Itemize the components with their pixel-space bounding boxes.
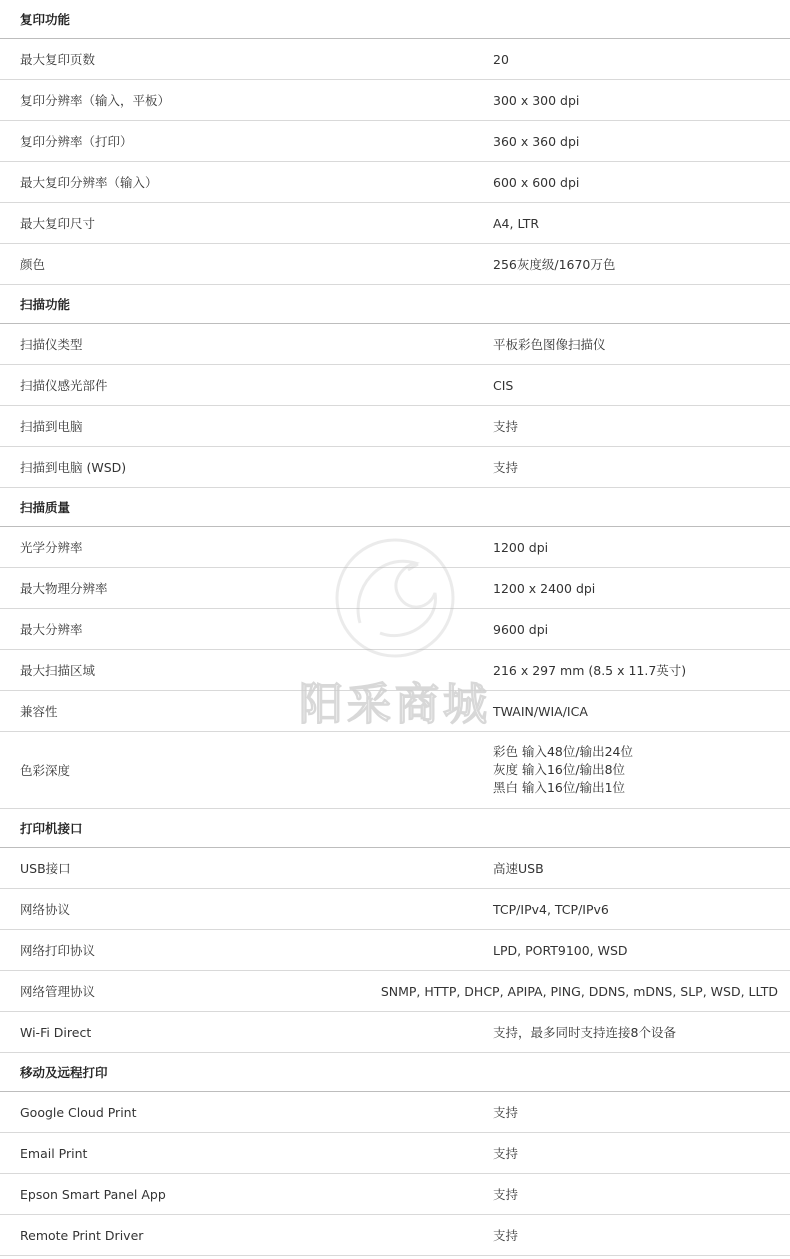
spec-value: 支持: [493, 419, 519, 434]
section-header: [0, 285, 790, 324]
spec-row: [0, 1092, 790, 1133]
spec-label: 颜色: [20, 257, 46, 272]
spec-row: [0, 732, 790, 809]
spec-value: 9600 dpi: [493, 621, 549, 637]
spec-row: [0, 244, 790, 285]
spec-label: 网络协议: [20, 902, 71, 917]
section-header: [0, 0, 790, 39]
spec-row: [0, 568, 790, 609]
spec-row: [0, 1174, 790, 1215]
spec-label: Email Print: [20, 1145, 88, 1161]
spec-label: 扫描到电脑 (WSD): [20, 460, 127, 475]
spec-row: [0, 848, 790, 889]
spec-value: TWAIN/WIA/ICA: [493, 703, 588, 719]
spec-value: 支持: [493, 1187, 519, 1202]
spec-label: 扫描仪类型: [20, 337, 83, 352]
spec-value: 256灰度级/1670万色: [493, 257, 616, 272]
spec-value: 1200 x 2400 dpi: [493, 580, 596, 596]
spec-label: 兼容性: [20, 704, 58, 719]
spec-value: CIS: [493, 377, 514, 393]
spec-label: Remote Print Driver: [20, 1227, 144, 1243]
spec-value: 600 x 600 dpi: [493, 174, 580, 190]
spec-row: [0, 609, 790, 650]
spec-label: 色彩深度: [20, 763, 71, 778]
spec-row: [0, 889, 790, 930]
spec-row: [0, 203, 790, 244]
spec-value: A4, LTR: [493, 215, 540, 231]
spec-row: [0, 80, 790, 121]
spec-value: 支持: [493, 1105, 519, 1120]
spec-label: 复印分辨率（打印）: [20, 134, 133, 149]
spec-label: 网络打印协议: [20, 943, 96, 958]
spec-label: 网络管理协议: [20, 984, 96, 999]
spec-label: USB接口: [20, 861, 71, 876]
spec-value: 20: [493, 51, 509, 67]
spec-row: [0, 527, 790, 568]
spec-row: [0, 406, 790, 447]
spec-value: TCP/IPv4, TCP/IPv6: [493, 901, 609, 917]
section-title: 扫描质量: [20, 500, 71, 515]
spec-row: [0, 365, 790, 406]
section-title: 复印功能: [20, 12, 71, 27]
spec-label: 最大分辨率: [20, 622, 83, 637]
spec-row: [0, 1215, 790, 1256]
watermark-text: 阳采商城: [299, 679, 491, 730]
spec-row: [0, 971, 790, 1012]
spec-value-line: 彩色 输入48位/输出24位: [493, 744, 633, 759]
section-header: [0, 1053, 790, 1092]
spec-label: 最大扫描区域: [20, 663, 96, 678]
spec-label: 扫描仪感光部件: [20, 378, 108, 393]
section-title: 扫描功能: [20, 297, 71, 312]
spec-value-line: 灰度 输入16位/输出8位: [493, 762, 626, 777]
spec-value: 360 x 360 dpi: [493, 133, 580, 149]
spec-value: 支持: [493, 1146, 519, 1161]
spec-label: 最大物理分辨率: [20, 581, 108, 596]
spec-label: 最大复印分辨率（输入）: [20, 175, 158, 190]
spec-label: 光学分辨率: [20, 540, 83, 555]
spec-value: 支持: [493, 460, 519, 475]
section-title: 打印机接口: [20, 821, 83, 836]
spec-value: 平板彩色图像扫描仪: [493, 337, 606, 352]
spec-row: [0, 324, 790, 365]
spec-row: [0, 1012, 790, 1053]
spec-row: [0, 39, 790, 80]
spec-label: 扫描到电脑: [20, 419, 83, 434]
section-header: [0, 488, 790, 527]
spec-row: [0, 447, 790, 488]
spec-row: [0, 162, 790, 203]
spec-row: [0, 1133, 790, 1174]
spec-label: 最大复印尺寸: [20, 216, 96, 231]
spec-value: SNMP, HTTP, DHCP, APIPA, PING, DDNS, mDNS, SLP, WSD, LLTD: [380, 983, 778, 999]
spec-value-multiline: [473, 743, 790, 797]
spec-value: 216 x 297 mm (8.5 x 11.7英寸): [493, 663, 687, 678]
spec-value-line: 黑白 输入16位/输出1位: [493, 780, 626, 795]
spec-value: 1200 dpi: [493, 539, 549, 555]
spec-label: Epson Smart Panel App: [20, 1186, 166, 1202]
spec-label: Google Cloud Print: [20, 1104, 137, 1120]
spec-row: [0, 930, 790, 971]
section-header: [0, 809, 790, 848]
spec-value: 支持，最多同时支持连接8个设备: [493, 1025, 676, 1040]
spec-value: 支持: [493, 1228, 519, 1243]
spec-value: 高速USB: [493, 861, 544, 876]
spec-label: Wi-Fi Direct: [20, 1024, 92, 1040]
spec-value: LPD, PORT9100, WSD: [493, 942, 628, 958]
section-title: 移动及远程打印: [20, 1065, 108, 1080]
spec-label: 最大复印页数: [20, 52, 96, 67]
spec-value: 300 x 300 dpi: [493, 92, 580, 108]
spec-label: 复印分辨率（输入，平板）: [20, 93, 171, 108]
spec-row: [0, 121, 790, 162]
